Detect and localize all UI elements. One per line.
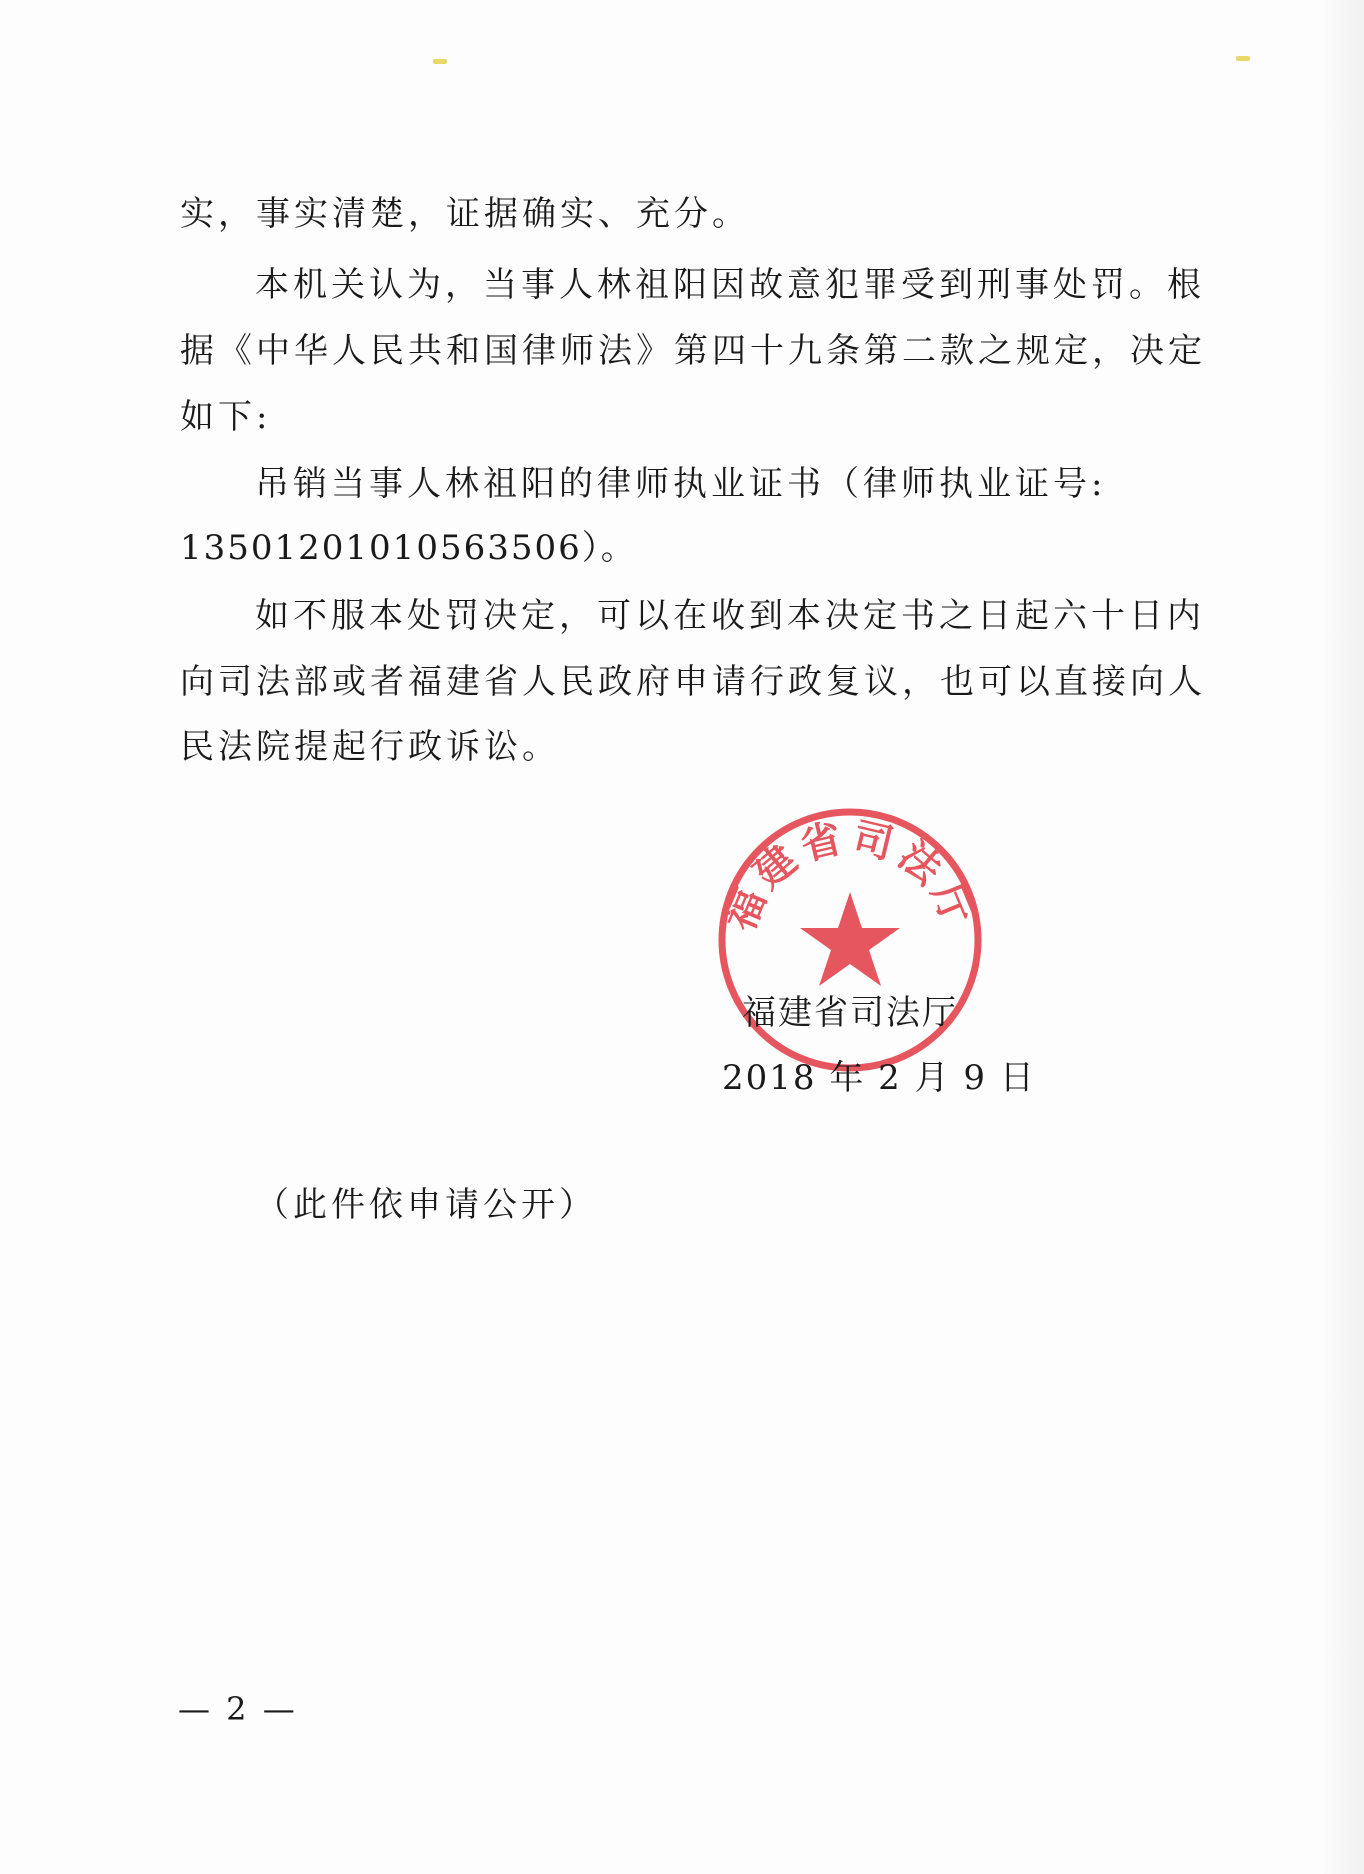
signature-organization: 福建省司法厅 bbox=[742, 993, 958, 1033]
body-line-7: 如不服本处罚决定，可以在收到本决定书之日起六十日内 bbox=[255, 596, 1205, 636]
official-seal-icon bbox=[710, 800, 990, 1080]
body-line-8: 向司法部或者福建省人民政府申请行政复议，也可以直接向人 bbox=[180, 662, 1206, 702]
page-edge-shadow bbox=[1324, 0, 1364, 1874]
body-line-1: 实，事实清楚，证据确实、充分。 bbox=[180, 194, 750, 234]
scan-mark bbox=[433, 59, 447, 64]
body-line-9: 民法院提起行政诉讼。 bbox=[180, 727, 560, 767]
disclosure-note: （此件依申请公开） bbox=[255, 1185, 597, 1225]
body-line-4: 如下: bbox=[180, 397, 272, 437]
body-line-5: 吊销当事人林祖阳的律师执业证书（律师执业证号: bbox=[255, 464, 1107, 504]
body-line-2: 本机关认为，当事人林祖阳因故意犯罪受到刑事处罚。根 bbox=[255, 265, 1205, 305]
svg-text:福建省司法厅: 福建省司法厅 bbox=[716, 813, 984, 938]
scan-mark bbox=[1236, 56, 1250, 61]
page-number: — 2 — bbox=[178, 1690, 298, 1728]
body-line-3: 据《中华人民共和国律师法》第四十九条第二款之规定，决定 bbox=[180, 331, 1206, 371]
body-line-6: 13501201010563506）。 bbox=[180, 528, 637, 568]
signature-date: 2018 年 2 月 9 日 bbox=[722, 1058, 1036, 1098]
